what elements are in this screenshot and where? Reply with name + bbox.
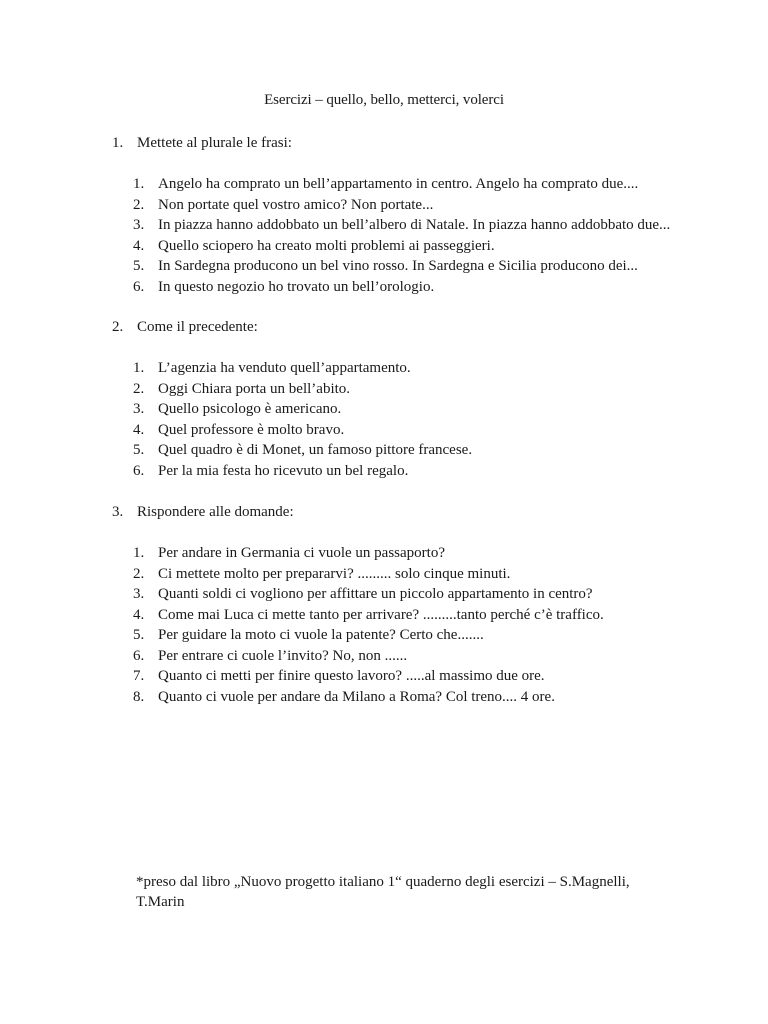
list-item [112, 195, 712, 216]
list-item [112, 584, 712, 605]
item-text: Per entrare ci cuole l’invito? No, non ...... [158, 647, 408, 664]
item-number: 6. [133, 647, 145, 664]
exercise-list [112, 358, 712, 481]
list-item [112, 564, 712, 585]
item-number: 2. [133, 196, 145, 213]
item-text: L’agenzia ha venduto quell’appartamento. [158, 360, 411, 376]
exercise-list [112, 174, 712, 297]
document-title: Esercizi – quello, bello, metterci, volerci [264, 92, 504, 108]
list-item [112, 399, 712, 420]
item-text: Non portate quel vostro amico? Non portate... [158, 196, 434, 213]
item-text: Quello sciopero ha creato molti problemi ai passeggieri. [158, 237, 495, 254]
list-item [112, 379, 712, 400]
item-number: 4. [133, 237, 145, 254]
list-item [112, 666, 712, 687]
section-number: 3. [112, 504, 124, 520]
item-number: 2. [133, 380, 145, 397]
section-heading-text: Mettete al plurale le frasi: [137, 135, 292, 151]
exercise-section-1 [112, 133, 712, 297]
item-text: Quello psicologo è americano. [158, 401, 342, 417]
item-text: Quanti soldi ci vogliono per affittare un piccolo appartamento in centro? [158, 586, 593, 602]
list-item [112, 687, 712, 708]
exercise-list [112, 543, 712, 707]
list-item [112, 256, 712, 277]
item-number: 6. [133, 462, 145, 479]
item-text: Oggi Chiara porta un bell’abito. [158, 380, 351, 397]
list-item [112, 420, 712, 441]
item-number: 1. [133, 360, 145, 376]
section-number: 1. [112, 135, 124, 151]
item-text: In questo negozio ho trovato un bell’orologio. [158, 278, 435, 295]
section-heading-text: Rispondere alle domande: [137, 504, 294, 520]
item-text: In piazza hanno addobbato un bell’albero di Natale. In piazza hanno addobbato due... [158, 217, 671, 233]
list-item [112, 461, 712, 482]
item-text: Per guidare la moto ci vuole la patente? Certo che....... [158, 627, 484, 643]
item-number: 7. [133, 668, 145, 684]
item-text: Come mai Luca ci mette tanto per arrivare? .........tanto perché c’è traffico. [158, 606, 604, 623]
item-number: 3. [133, 401, 145, 417]
list-item [112, 625, 712, 646]
item-number: 8. [133, 688, 145, 705]
item-number: 5. [133, 258, 145, 274]
section-heading [112, 133, 712, 153]
item-number: 5. [133, 442, 145, 458]
list-item [112, 277, 712, 298]
item-number: 1. [133, 176, 145, 192]
item-number: 5. [133, 627, 145, 643]
item-number: 4. [133, 606, 145, 623]
item-text: Per la mia festa ho ricevuto un bel regalo. [158, 462, 409, 479]
exercise-section-3 [112, 502, 712, 707]
item-number: 3. [133, 217, 145, 233]
item-number: 2. [133, 565, 145, 582]
list-item [112, 174, 712, 195]
list-item [112, 215, 712, 236]
item-text: Quanto ci metti per finire questo lavoro? .....al massimo due ore. [158, 668, 545, 684]
list-item [112, 543, 712, 564]
list-item [112, 236, 712, 257]
section-heading [112, 317, 712, 337]
item-text: Ci mettete molto per prepararvi? ......... solo cinque minuti. [158, 565, 511, 582]
item-text: Quel quadro è di Monet, un famoso pittore francese. [158, 442, 473, 458]
section-number: 2. [112, 319, 124, 335]
footnote-source: *preso dal libro „Nuovo progetto italiano 1“ quaderno degli esercizi – S.Magnelli, T.Marin [136, 874, 630, 910]
item-text: Angelo ha comprato un bell’appartamento in centro. Angelo ha comprato due.... [158, 176, 639, 192]
item-text: In Sardegna producono un bel vino rosso. In Sardegna e Sicilia producono dei... [158, 258, 638, 274]
item-number: 6. [133, 278, 145, 295]
list-item [112, 646, 712, 667]
item-text: Quel professore è molto bravo. [158, 421, 345, 438]
item-text: Quanto ci vuole per andare da Milano a Roma? Col treno.... 4 ore. [158, 688, 555, 705]
list-item [112, 605, 712, 626]
list-item [112, 358, 712, 379]
item-number: 4. [133, 421, 145, 438]
list-item [112, 440, 712, 461]
item-number: 3. [133, 586, 145, 602]
exercise-section-2 [112, 317, 712, 481]
item-number: 1. [133, 545, 145, 561]
item-text: Per andare in Germania ci vuole un passaporto? [158, 545, 445, 561]
section-heading-text: Come il precedente: [137, 319, 258, 335]
section-heading [112, 502, 712, 522]
